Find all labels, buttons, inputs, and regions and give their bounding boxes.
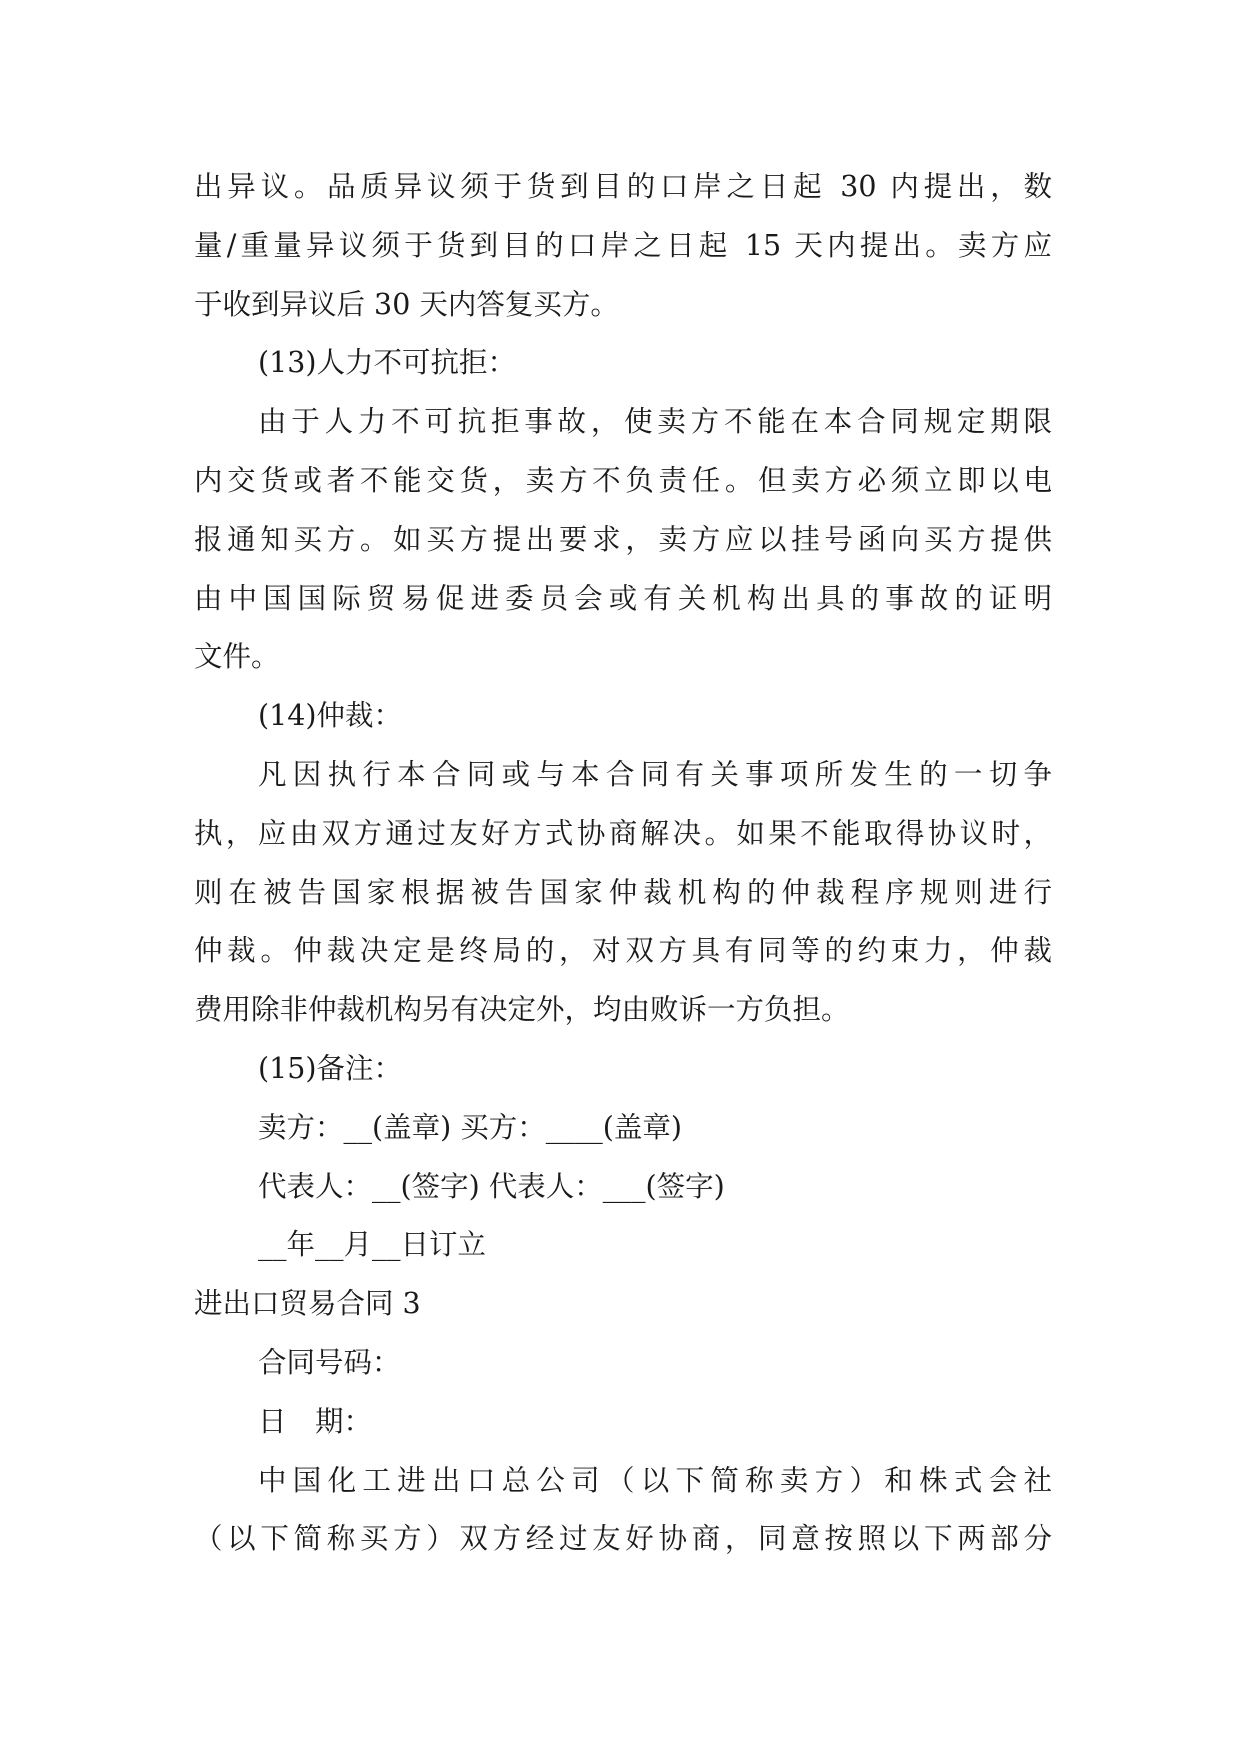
signature-line-parties: 卖方：__(盖章) 买方：____(盖章) bbox=[258, 1110, 683, 1144]
date-line: __年__月__日订立 bbox=[258, 1228, 487, 1262]
paragraph-line: 内交货或者不能交货，卖方不负责任。但卖方必须立即以电 bbox=[194, 463, 1052, 497]
paragraph-line: 文件。 bbox=[194, 640, 280, 674]
section-heading-remarks: (15)备注： bbox=[258, 1051, 403, 1085]
paragraph-line: 由于人力不可抗拒事故，使卖方不能在本合同规定期限 bbox=[258, 405, 1052, 439]
paragraph-line: 报通知买方。如买方提出要求，卖方应以挂号函向买方提供 bbox=[194, 522, 1052, 556]
paragraph-line: 则在被告国家根据被告国家仲裁机构的仲裁程序规则进行 bbox=[194, 875, 1052, 909]
paragraph-line: 由中国国际贸易促进委员会或有关机构出具的事故的证明 bbox=[194, 581, 1052, 615]
signature-line-representatives: 代表人：__(签字) 代表人：___(签字) bbox=[258, 1169, 725, 1203]
document-body bbox=[194, 158, 1052, 1569]
paragraph-line: 仲裁。仲裁决定是终局的，对双方具有同等的约束力，仲裁 bbox=[194, 934, 1052, 968]
contract-number-label: 合同号码： bbox=[258, 1345, 401, 1379]
contract-date-label: 日 期： bbox=[258, 1404, 373, 1438]
paragraph-line: 费用除非仲裁机构另有决定外，均由败诉一方负担。 bbox=[194, 993, 850, 1027]
paragraph-line: （以下简称买方）双方经过友好协商，同意按照以下两部分 bbox=[194, 1522, 1052, 1556]
section-heading-force-majeure: (13)人力不可抗拒： bbox=[258, 346, 517, 380]
paragraph-line: 中国化工进出口总公司（以下简称卖方）和株式会社 bbox=[258, 1463, 1052, 1497]
paragraph-line: 凡因执行本合同或与本合同有关事项所发生的一切争 bbox=[258, 757, 1052, 791]
contract-title: 进出口贸易合同 3 bbox=[194, 1287, 421, 1321]
paragraph-line: 量/重量异议须于货到目的口岸之日起 15 天内提出。卖方应 bbox=[194, 228, 1052, 262]
section-heading-arbitration: (14)仲裁： bbox=[258, 699, 403, 733]
paragraph-line: 执，应由双方通过友好方式协商解决。如果不能取得协议时， bbox=[194, 816, 1052, 850]
paragraph-line: 出异议。品质异议须于货到目的口岸之日起 30 内提出，数 bbox=[194, 170, 1052, 203]
paragraph-line: 于收到异议后 30 天内答复买方。 bbox=[194, 287, 619, 321]
